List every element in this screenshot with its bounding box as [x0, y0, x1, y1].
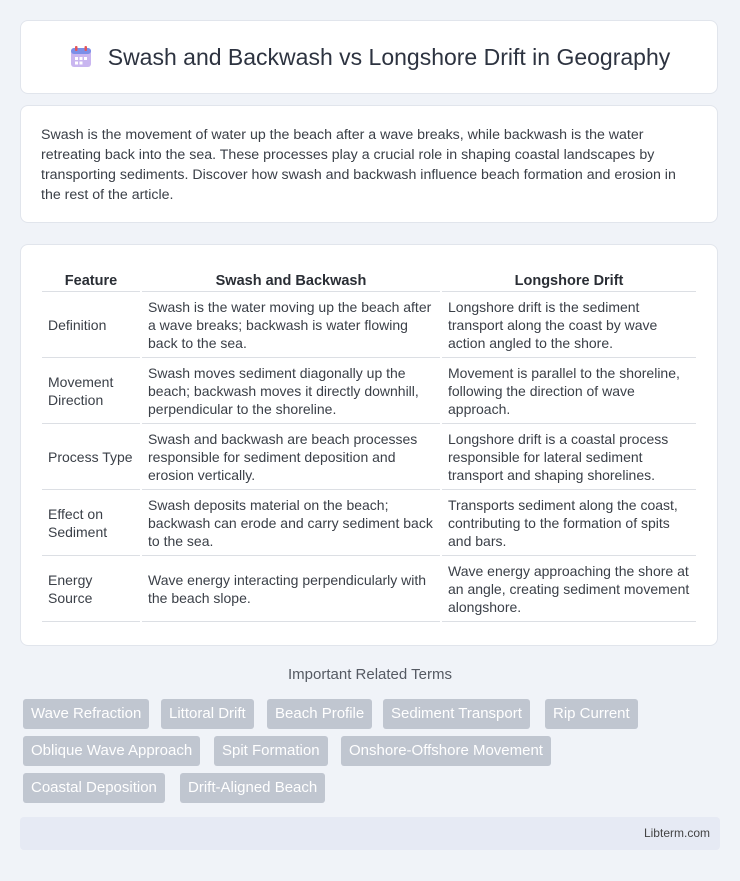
tag-onshore-offshore-movement[interactable]: Onshore-Offshore Movement	[341, 736, 551, 766]
row-longshore-drift: Wave energy approaching the shore at an angle, creating sediment movement alongshore.	[442, 556, 696, 622]
table-row	[42, 556, 696, 622]
footer-site-name[interactable]: Libterm.com	[643, 826, 710, 840]
table-row	[42, 424, 696, 490]
comparison-table	[40, 265, 698, 622]
tag-wave-refraction[interactable]: Wave Refraction	[23, 699, 149, 729]
row-swash-backwash: Swash is the water moving up the beach after a wave breaks; backwash is water flowing back to the sea.	[142, 292, 440, 358]
table-row	[42, 358, 696, 424]
related-terms-title: Important Related Terms	[288, 666, 452, 683]
table-row	[42, 292, 696, 358]
row-longshore-drift: Transports sediment along the coast, contributing to the formation of spits and bars.	[442, 490, 696, 556]
page-title: Swash and Backwash vs Longshore Drift in Geography	[107, 43, 671, 70]
intro-text: Swash is the movement of water up the beach after a wave breaks, while backwash is the water retreating back into the sea. These processes play a crucial role in shaping coastal landscapes by transporting sediments. Discover how swash and backwash influence beach formation and erosion in the rest of the article.	[41, 127, 676, 203]
tag-beach-profile[interactable]: Beach Profile	[267, 699, 372, 729]
header-longshore-drift: Longshore Drift	[442, 265, 696, 292]
table-header-row	[42, 265, 696, 292]
tag-spit-formation[interactable]: Spit Formation	[214, 736, 328, 766]
footer	[20, 817, 720, 850]
row-feature: Energy Source	[42, 556, 140, 622]
row-longshore-drift: Longshore drift is the sediment transport along the coast by wave action angled to the shore.	[442, 292, 696, 358]
tag-oblique-wave-approach[interactable]: Oblique Wave Approach	[23, 736, 200, 766]
row-swash-backwash: Wave energy interacting perpendicularly with the beach slope.	[142, 556, 440, 622]
row-feature: Effect on Sediment	[42, 490, 140, 556]
row-swash-backwash: Swash moves sediment diagonally up the beach; backwash moves it directly downhill, perpendicular to the shoreline.	[142, 358, 440, 424]
row-feature: Process Type	[42, 424, 140, 490]
tag-sediment-transport[interactable]: Sediment Transport	[383, 699, 530, 729]
calendar-icon	[68, 44, 94, 70]
tag-rip-current[interactable]: Rip Current	[545, 699, 638, 729]
row-swash-backwash: Swash deposits material on the beach; backwash can erode and carry sediment back to the sea.	[142, 490, 440, 556]
table-row	[42, 490, 696, 556]
row-longshore-drift: Longshore drift is a coastal process responsible for lateral sediment transport and shaping shorelines.	[442, 424, 696, 490]
header-feature: Feature	[42, 265, 140, 292]
tag-littoral-drift[interactable]: Littoral Drift	[161, 699, 254, 729]
row-feature: Movement Direction	[42, 358, 140, 424]
comparison-table-card	[20, 244, 718, 646]
row-swash-backwash: Swash and backwash are beach processes responsible for sediment deposition and erosion vertically.	[142, 424, 440, 490]
tag-coastal-deposition[interactable]: Coastal Deposition	[23, 773, 165, 803]
header-swash-backwash: Swash and Backwash	[142, 265, 440, 292]
row-feature: Definition	[42, 292, 140, 358]
intro-card	[20, 105, 718, 223]
header-card	[20, 20, 718, 94]
tag-drift-aligned-beach[interactable]: Drift-Aligned Beach	[180, 773, 325, 803]
row-longshore-drift: Movement is parallel to the shoreline, following the direction of wave approach.	[442, 358, 696, 424]
